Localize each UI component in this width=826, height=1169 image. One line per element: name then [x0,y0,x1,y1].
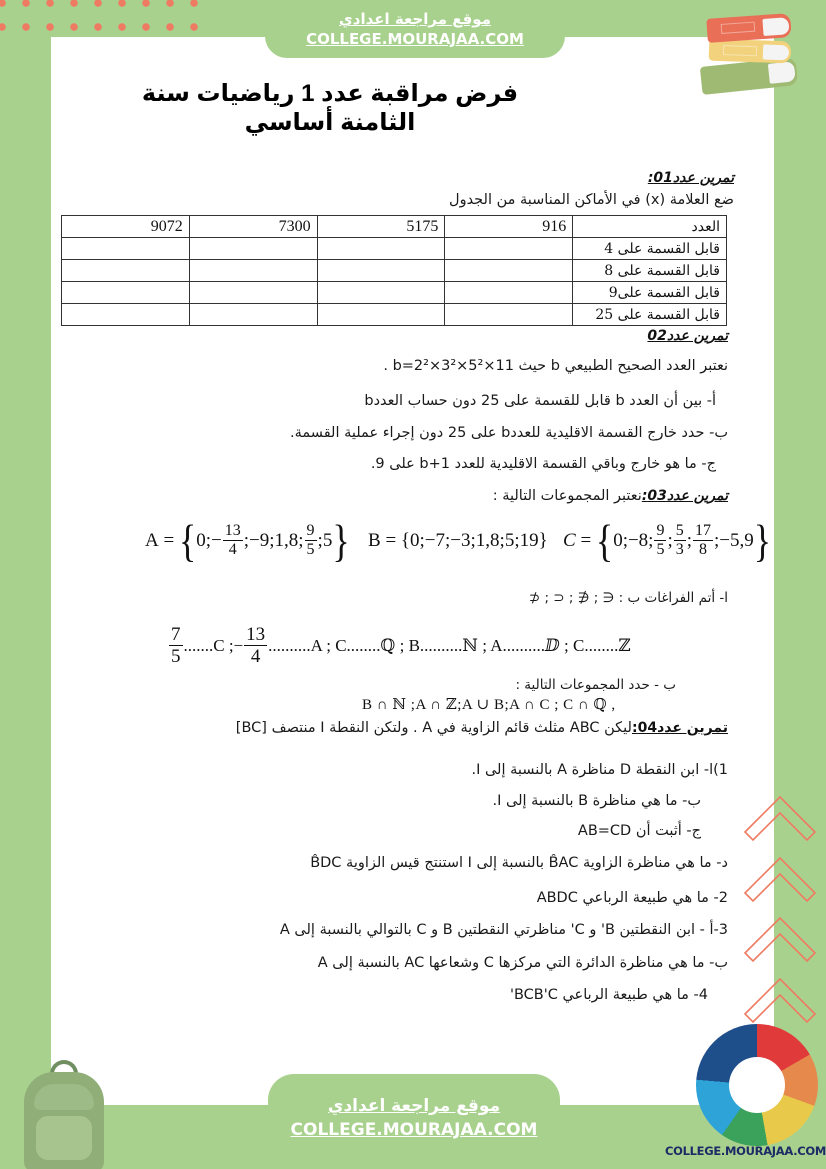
table-header-label: العدد [573,216,727,238]
table-cell: 7300 [189,216,317,238]
exercise-4-item-3a: 3-أ - ابن النقطتين B' و C' مناظرتي النقطتين B و C بالتوالي بالنسبة إلى A [279,922,728,938]
site-url[interactable]: COLLEGE.MOURAJAA.COM [306,30,524,48]
chevron-up-icon [735,790,825,1040]
exercise-4-item-3b: ب- ما هي مناظرة الدائرة التي مركزها C وشعاعها AC بالنسبة إلى A [317,955,728,971]
fraction [674,522,686,559]
table-row [62,304,727,326]
exercise-4-header-line [236,720,728,736]
set-b: B = { 0;−7;−3;1,8;5;19 } [368,530,548,551]
row-label: قابل القسمة على 25 [573,304,727,326]
numerator: 13 [224,522,241,539]
set-a-part: ;−9;1,8; [243,529,304,551]
answer-cell[interactable] [445,260,573,282]
exercise-3-item-a: ا- أتم الفراغات ب : ∈ ; ∉ ; ⊂ ; ⊄ [528,590,728,606]
fraction [244,624,267,667]
table-cell: 916 [445,216,573,238]
set-c: C = { 0;−8; $\frac{9}{5}$ ; $\frac{5}{3}$ ; $\frac{17}{8}$ ;−5,9 } [563,515,772,566]
denominator: 5 [171,646,181,667]
exercise-4-intro: ليكن ABC مثلث قائم الزاوية في A . ولتكن النقطة I منتصف [BC] [235,720,632,736]
logo-caption: COLLEGE.MOURAJAA.COM [665,1144,826,1158]
fill-in-part: ..........A ; C........ℚ ; B..........ℕ ; A..........ⅅ ; C........ℤ [268,635,631,655]
table-row [62,282,727,304]
set-operations: B ∩ ℕ ;A ∩ ℤ;A ∪ B;A ∩ C ; C ∩ ℚ , [362,697,616,713]
fraction [223,522,243,559]
answer-cell[interactable] [445,282,573,304]
set-b-name: B [368,530,381,551]
fraction [654,522,666,559]
answer-cell[interactable] [317,260,445,282]
exercise-2-item-a: أ- بين أن العدد b قابل للقسمة على 25 دون حساب العددb [364,393,716,409]
answer-cell[interactable] [189,260,317,282]
row-label: قابل القسمة على 8 [573,260,727,282]
answer-cell[interactable] [445,238,573,260]
site-footer-link[interactable] [268,1074,560,1169]
exercise-3-item-b: ب - حدد المجموعات التالية : [515,677,676,693]
row-label: قابل القسمة على 4 [573,238,727,260]
backpack-icon [14,1058,114,1169]
fraction [305,522,317,559]
numerator: 5 [675,522,684,539]
exercise-2-heading: تمرين عدد02 [647,328,728,344]
books-icon [695,10,820,95]
exercise-2-intro: نعتبر العدد الصحيح الطبيعي b حيث b=2²×3²×5²×11 . [383,358,728,374]
answer-cell[interactable] [445,304,573,326]
footer-site-url[interactable]: COLLEGE.MOURAJAA.COM [290,1120,538,1140]
set-c-name: C [563,529,576,551]
table-header-row [62,216,727,238]
exercise-3-intro: نعتبر المجموعات التالية : [492,488,642,504]
set-a-part: 0;− [196,529,222,551]
exercise-2-item-b: ب- حدد خارج القسمة الاقليدية للعددb على 25 دون إجراء عملية القسمة. [290,425,728,441]
numerator: 9 [656,522,665,539]
exercise-3-heading: تمرين عدد03: [641,488,728,504]
numerator: 17 [695,522,712,539]
exercise-4-item-1c: ج- أثبت أن AB=CD [577,823,701,839]
fraction [169,624,183,667]
site-name-ar: موقع مراجعة اعدادي [339,10,491,28]
answer-cell[interactable] [317,282,445,304]
exercise-4-item-1b: ب- ما هي مناظرة B بالنسبة إلى I. [492,793,701,809]
denominator: 4 [250,646,261,667]
exercise-4-item-1a: 1)ا- ابن النقطة D مناظرة A بالنسبة إلى I. [471,762,728,778]
footer-site-name-ar: موقع مراجعة اعدادي [327,1096,501,1116]
table-row [62,260,727,282]
fill-in-part: .......C ;− [183,635,244,655]
denominator: 4 [228,541,237,558]
answer-cell[interactable] [62,282,190,304]
denominator: 5 [306,541,315,558]
row-label: قابل القسمة على9 [573,282,727,304]
exercise-1-heading: تمرين عدد01: [647,170,734,186]
table-cell: 5175 [317,216,445,238]
answer-cell[interactable] [189,282,317,304]
answer-cell[interactable] [62,238,190,260]
set-c-part: 0;−8; [613,529,654,551]
exercise-2-item-c: ج- ما هو خارج وباقي القسمة الاقليدية للعدد b+1 على 9. [370,456,716,472]
denominator: 5 [656,541,665,558]
numerator: 9 [306,522,315,539]
set-a: A = { 0;− $\frac{13}{4}$ ;−9;1,8; $\frac{9}{5}$ ;5 } [145,515,350,566]
exercise-4-item-1d: د- ما هي مناظرة الزاوية B̂AC بالنسبة إلى I استنتج قيس الزاوية B̂DC [310,855,728,871]
denominator: 8 [699,541,708,558]
numerator: 7 [171,624,181,645]
exercise-4-heading: تمرين عدد04: [631,720,728,736]
set-b-elements: 0;−7;−3;1,8;5;19 [410,530,539,551]
set-a-part: ;5 [317,529,333,551]
subjects-wheel-logo [696,1024,818,1146]
denominator: 3 [675,541,684,558]
table-cell: 9072 [62,216,190,238]
exercise-4-item-2: 2- ما هي طبيعة الرباعي ABDC [536,890,728,906]
answer-cell[interactable] [62,260,190,282]
exercise-4-item-4: 4- ما هي طبيعة الرباعي BCB'C' [509,987,708,1003]
answer-cell[interactable] [189,304,317,326]
page-title: فرض مراقبة عدد 1 رياضيات سنة الثامنة أساسي [141,80,519,136]
fill-in-line [168,624,631,667]
fraction [693,522,713,559]
answer-cell[interactable] [189,238,317,260]
divisibility-table [61,215,727,326]
left-frame-strip [0,37,51,1169]
numerator: 13 [246,624,266,645]
answer-cell[interactable] [62,304,190,326]
set-a-name: A [145,529,159,551]
set-c-part: ;−5,9 [714,529,754,551]
table-row [62,238,727,260]
answer-cell[interactable] [317,238,445,260]
exercise-1-instruction: ضع العلامة (x) في الأماكن المناسبة من الجدول [449,192,734,208]
answer-cell[interactable] [317,304,445,326]
site-header-link[interactable] [265,0,565,58]
exercise-3-header-line [493,488,728,504]
